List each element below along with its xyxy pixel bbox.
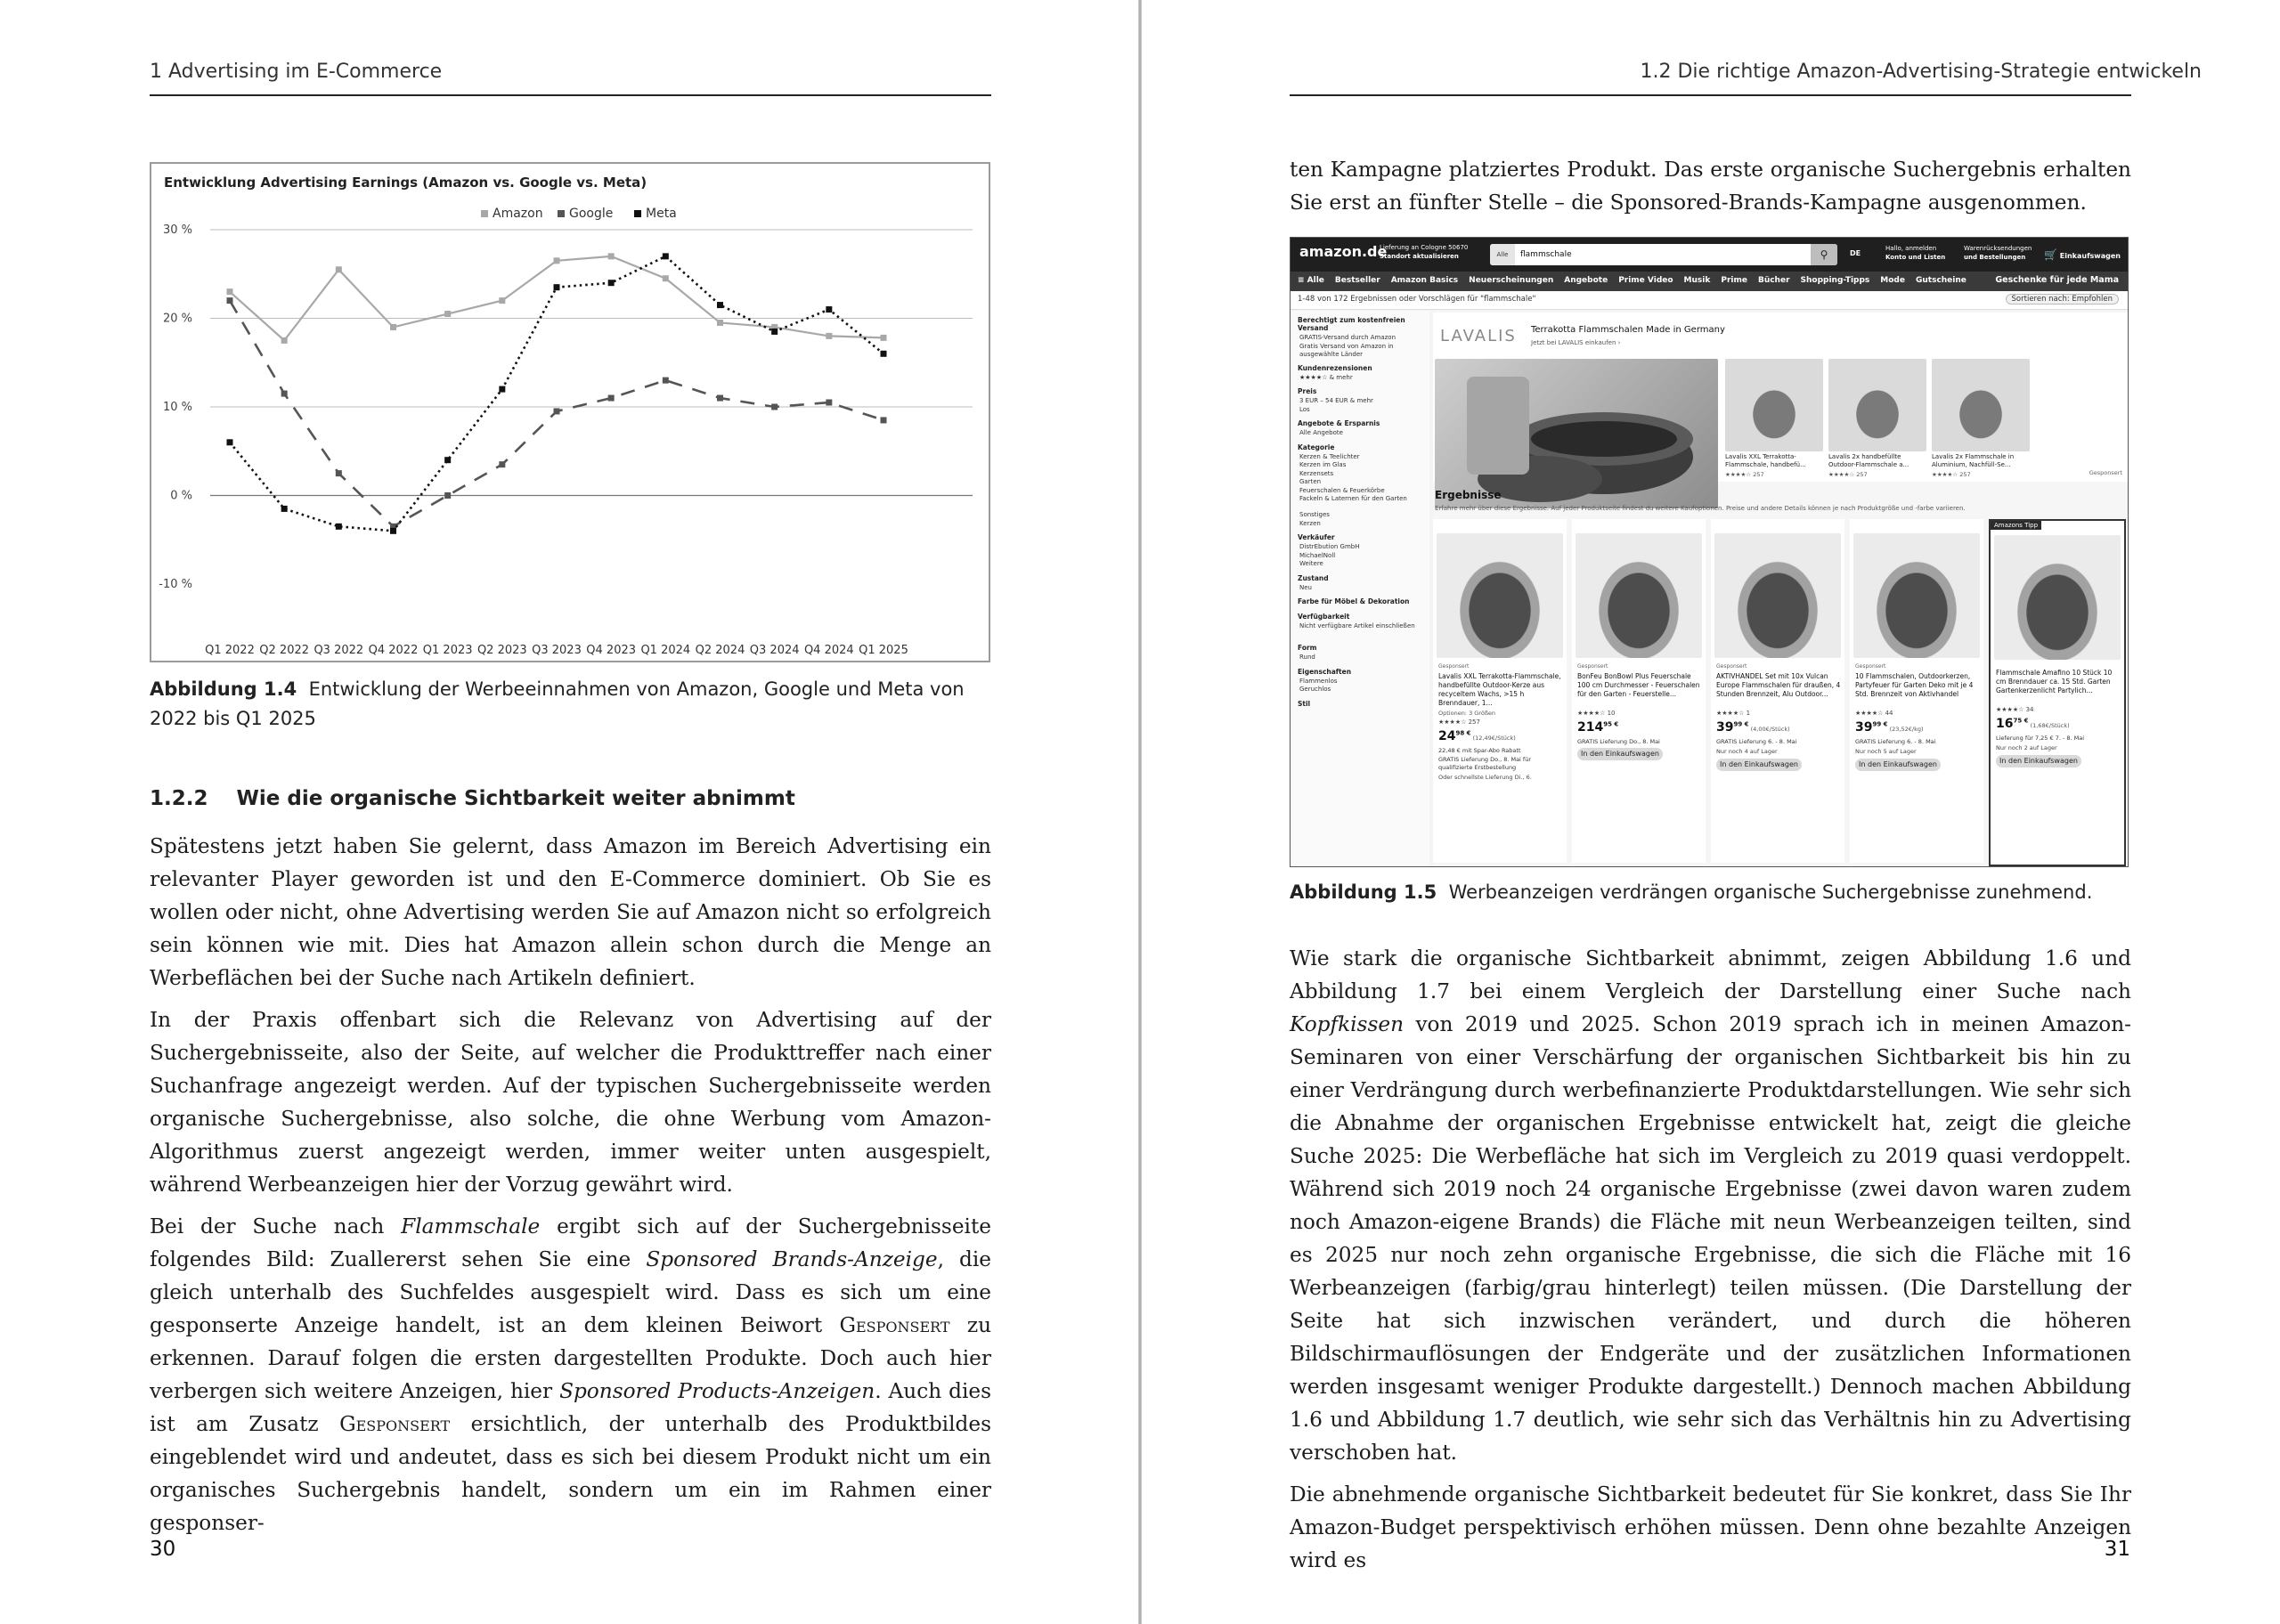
product-image[interactable]	[1437, 533, 1563, 658]
cart-button[interactable]: 🛒 Einkaufswagen	[2044, 248, 2121, 261]
language-selector[interactable]: DE	[1850, 249, 1861, 257]
data-point	[281, 506, 288, 512]
chart-figure	[150, 162, 990, 662]
filter-option[interactable]: Kerzensets	[1299, 469, 1334, 477]
filter-heading: Zustand	[1298, 573, 1329, 582]
filter-heading: Kundenrezensionen	[1298, 363, 1372, 372]
filter-option[interactable]: MichaelNoll	[1299, 551, 1336, 559]
amazon-search-screenshot	[1290, 237, 2129, 867]
data-point	[499, 297, 505, 304]
data-point	[336, 266, 342, 272]
filter-option[interactable]: Alle Angebote	[1299, 429, 1343, 436]
search-icon[interactable]: ⚲	[1811, 244, 1837, 265]
nav-promo[interactable]: Geschenke für jede Mama	[1995, 275, 2119, 285]
x-tick-label: Q3 2024	[749, 644, 800, 657]
delivery-info: Lieferung für 7,25 € 7. - 8. Mai	[1996, 735, 2085, 742]
filter-option[interactable]: Neu	[1299, 583, 1312, 591]
caption-label: Abbildung 1.4	[150, 678, 297, 700]
product-card[interactable]	[1433, 519, 1567, 863]
data-point	[390, 324, 396, 330]
filter-option[interactable]: Los	[1299, 405, 1310, 413]
data-point	[554, 408, 560, 414]
filter-option[interactable]: Weitere	[1299, 560, 1323, 567]
nav-item[interactable]: Angebote	[1564, 276, 1608, 285]
product-title[interactable]: Lavalis XXL Terrakotta-Flammschale, handbefüllte Outdoor-Kerze aus recyceltem Wachs, >15 h Brenndauer, 1...	[1438, 672, 1561, 707]
search-input[interactable]: flammschale	[1520, 250, 1572, 259]
y-tick-label: 10 %	[162, 401, 192, 414]
brand-product-image[interactable]	[1725, 359, 1823, 451]
data-point	[227, 439, 233, 445]
filter-heading: Verkäufer	[1298, 533, 1335, 541]
x-tick-label: Q4 2023	[586, 644, 637, 657]
brand-headline[interactable]: Terrakotta Flammschalen Made in Germany	[1531, 325, 1725, 335]
paragraph: Die abnehmende organische Sichtbarkeit bedeutet für Sie konkret, dass Sie Ihr Amazon-Budget perspektivisch erhöhen müssen. Denn ohne bezahlte Anzeigen wird es	[1290, 1482, 2131, 1572]
spar-abo-info: 22,48 € mit Spar-Abo Rabatt	[1438, 747, 1521, 754]
caption-label: Abbildung 1.5	[1290, 881, 1437, 903]
product-card[interactable]	[1850, 519, 1983, 863]
sort-dropdown[interactable]: Sortieren nach: Empfohlen	[2006, 294, 2119, 304]
product-rating: ★★★★☆ 257	[1438, 719, 1480, 726]
brand-product-title[interactable]: Lavalis 2x handbefüllte Outdoor-Flammschale a...	[1828, 453, 1910, 468]
product-title[interactable]: AKTIVHANDEL Set mit 10x Vulcan Europe Flammschalen für draußen, 4 Stunden Brennzeit, Alu Outdoor...	[1716, 672, 1841, 698]
section-title: Wie die organische Sichtbarkeit weiter abnimmt	[236, 787, 795, 810]
filter-option[interactable]: Kerzen & Teelichter	[1299, 452, 1360, 460]
nav-item[interactable]: Prime Video	[1618, 276, 1673, 285]
cart-icon: 🛒	[2044, 248, 2057, 261]
data-point	[336, 524, 342, 530]
brand-shop-link[interactable]: Jetzt bei LAVALIS einkaufen ›	[1531, 339, 1621, 346]
line-chart	[151, 164, 989, 661]
header-rule-right	[1290, 94, 2131, 96]
filter-option[interactable]: 3 EUR – 54 EUR & mehr	[1299, 397, 1373, 404]
results-subtext: Erfahre mehr über diese Ergebnisse. Auf jeder Produktseite findest du weitere Kaufoptionen. Preise und andere Details können je nach Produktgröße und -farbe variieren.	[1435, 505, 1966, 512]
x-tick-label: Q2 2024	[695, 644, 745, 657]
filter-option[interactable]: Sonstiges	[1299, 511, 1330, 518]
delivery-info: GRATIS Lieferung 6. - 8. Mai	[1855, 738, 1936, 745]
page-number-left: 30	[150, 1538, 176, 1561]
caption-text: Entwicklung der Werbeeinnahmen von Amazon, Google und Meta von 2022 bis Q1 2025	[150, 678, 965, 729]
brand-hero-image[interactable]	[1435, 359, 1718, 508]
product-image[interactable]	[1853, 533, 1980, 658]
paragraph: Spätestens jetzt haben Sie gelernt, dass Amazon im Bereich Advertising ein relevanter Player geworden ist und den E-Commerce dominiert. Ob Sie es wollen oder nicht, ohne Advertising werden Sie auf Amazon nicht so erfolgreich sein können wie mit. Dies hat Amazon allein schon durch die Menge an Werbeflächen bei der Suche nach Artikeln definiert.	[150, 834, 991, 990]
data-point	[227, 297, 233, 304]
data-point	[281, 391, 288, 397]
filter-sidebar	[1291, 311, 1429, 866]
legend-label: Meta	[646, 207, 677, 221]
filter-option[interactable]: Rund	[1299, 654, 1315, 661]
data-point	[608, 280, 615, 286]
x-tick-label: Q4 2022	[368, 644, 419, 657]
filter-option[interactable]: DistrEbution GmbH	[1299, 543, 1360, 550]
x-tick-label: Q4 2024	[803, 644, 854, 657]
sponsored-label: Gesponsert	[1716, 663, 1747, 670]
sponsored-brand-ad[interactable]	[1433, 313, 2128, 482]
data-point	[663, 253, 669, 259]
product-price: $39^{99 €}$ (4,00€/Stück)	[1716, 720, 1790, 735]
legend-swatch	[481, 210, 488, 217]
add-to-cart-button[interactable]: In den Einkaufswagen	[1996, 755, 2081, 767]
right-intro-text: ten Kampagne platziertes Produkt. Das erste organische Suchergebnis erhalten Sie erst an fünfter Stelle – die Sponsored-Brands-Kampagne ausgenommen.	[1290, 158, 2131, 215]
legend-label: Google	[569, 207, 614, 221]
product-price: $24^{98 €}$ (12,49€/Stück)	[1438, 729, 1516, 743]
stock-info: Nur noch 4 auf Lager	[1716, 748, 1778, 755]
product-rating: ★★★★☆ 44	[1855, 710, 1893, 717]
section-heading	[150, 787, 795, 810]
nav-item[interactable]: Musik	[1683, 276, 1711, 285]
x-tick-label: Q3 2022	[314, 644, 364, 657]
filter-heading: Berechtigt zum kostenfreien Versand	[1298, 316, 1405, 332]
chart-series	[227, 253, 887, 533]
y-tick-label: 0 %	[170, 489, 192, 503]
data-point	[281, 337, 288, 344]
filter-option[interactable]: Fackeln & Laternen für den Garten	[1299, 495, 1407, 502]
data-point	[608, 395, 615, 402]
data-point	[499, 386, 505, 393]
legend-label: Amazon	[493, 207, 543, 221]
x-tick-label: Q2 2023	[476, 644, 527, 657]
filter-option[interactable]: Gratis Versand von Amazon in ausgewählte Länder	[1299, 342, 1394, 358]
filter-heading: Verfügbarkeit	[1298, 613, 1350, 621]
results-heading: Ergebnisse	[1435, 489, 1502, 501]
sponsored-label: Gesponsert	[1855, 663, 1886, 670]
nav-item[interactable]: Bücher	[1757, 276, 1790, 285]
add-to-cart-button[interactable]: In den Einkaufswagen	[1716, 759, 1802, 771]
stock-info: Oder schnellste Lieferung Di., 6.	[1438, 774, 1532, 781]
product-price: $214^{95 €}$	[1577, 720, 1619, 735]
product-title[interactable]: BonFeu BonBowl Plus Feuerschale 100 cm Durchmesser - Feuerschalen für den Garten - Feuerstelle...	[1577, 672, 1700, 698]
data-point	[227, 288, 233, 295]
x-tick-label: Q1 2025	[859, 644, 908, 657]
product-rating: ★★★★☆ 1	[1716, 710, 1751, 717]
flame-bowls-image	[1435, 359, 1718, 508]
product-title[interactable]: Flammschale Amafino 10 Stück 10 cm Brenndauer ca. 15 Std. Garten Gartenkerzenlicht Partylich...	[1996, 669, 2113, 694]
nav-item[interactable]: ≡ Alle	[1298, 276, 1324, 285]
data-point	[554, 257, 560, 264]
data-point	[826, 400, 832, 406]
paragraph-kopfkissen: Wie stark die organische Sichtbarkeit abnimmt, zeigen Abbildung 1.6 und Abbildung 1.7 bei einem Vergleich der Darstellung einer Suche nach Kopfkissen von 2019 und 2025. Schon 2019 sprach ich in meinen Amazon-Seminaren von einer Verschärfung der organischen Sichtbarkeit bis hin zu einer Verdrängung durch werbefinanzierte Produktdarstellungen. Wie sehr sich die Abnahme der organischen Ergebnisse entwickelt hat, zeigt die gleiche Suche 2025: Die Werbefläche hat sich im Vergleich zu 2019 quasi verdoppelt. Während sich 2019 noch 24 organische Ergebnisse (zwei davon waren zudem noch Amazon-eigene Brands) die Fläche mit neun Werbeanzeigen teilten, sind es 2025 nur noch zehn organische Ergebnisse, die sich die Fläche mit 16 Werbeanzeigen (farbig/grau hinterlegt) teilen müssen. (Die Darstellung der Seite hat sich inzwischen verändert, und durch die höheren Bildschirmauflösungen der Endgeräte und der zusätzlichen Informationen werden insgesamt weniger Produkte dargestellt.) Dennoch machen Abbildung 1.6 und Abbildung 1.7 deutlich, wie sehr sich das Verhältnis hin zu Advertising verschoben hat.	[1290, 946, 2131, 1465]
x-tick-label: Q1 2024	[640, 644, 691, 657]
header-rule-left	[150, 94, 991, 96]
data-point	[390, 528, 396, 534]
product-price: $39^{99 €}$ (23,52€/kg)	[1855, 720, 1924, 735]
x-tick-label: Q1 2023	[422, 644, 473, 657]
filter-option[interactable]: Feuerschalen & Feuerkörbe	[1299, 486, 1385, 494]
brand-logo[interactable]: LAVALIS	[1440, 327, 1517, 345]
series-line-meta	[230, 256, 884, 531]
delivery-info: GRATIS Lieferung 6. - 8. Mai	[1716, 738, 1797, 745]
brand-product-title[interactable]: Lavalis XXL Terrakotta-Flammschale, handbefü...	[1725, 453, 1806, 468]
y-tick-label: 20 %	[162, 312, 192, 326]
legend-swatch	[634, 210, 641, 217]
delivery-location[interactable]: Lieferung an Cologne 50670 Standort aktualisieren	[1380, 244, 1469, 260]
section-number: 1.2.2	[150, 787, 208, 810]
amazon-topbar	[1291, 238, 2128, 272]
chart-legend	[481, 207, 677, 221]
filter-heading: Eigenschaften	[1298, 667, 1352, 676]
chart-grid	[210, 230, 973, 496]
add-to-cart-button[interactable]: In den Einkaufswagen	[1577, 748, 1663, 760]
filter-option[interactable]: Garten	[1299, 478, 1322, 485]
add-to-cart-button[interactable]: In den Einkaufswagen	[1855, 759, 1941, 771]
results-info-bar	[1291, 291, 2128, 310]
filter-heading: Kategorie	[1298, 443, 1335, 451]
filter-heading: Preis	[1298, 387, 1317, 395]
product-card[interactable]	[1572, 519, 1706, 863]
nav-item[interactable]: Amazon Basics	[1390, 276, 1459, 285]
data-point	[608, 253, 615, 259]
data-point	[771, 404, 778, 410]
legend-swatch	[558, 210, 565, 217]
nav-item[interactable]: Shopping-Tipps	[1800, 276, 1870, 285]
amazon-logo[interactable]: amazon.de	[1299, 243, 1388, 260]
data-point	[554, 284, 560, 290]
amazons-choice-badge: Amazons Tipp	[1991, 521, 2041, 530]
filter-option[interactable]: Geruchlos	[1299, 686, 1331, 693]
filter-option[interactable]: Nicht verfügbare Artikel einschließen	[1299, 622, 1415, 629]
chart-y-ticks	[159, 223, 192, 591]
nav-items	[1298, 276, 1977, 285]
y-tick-label: 30 %	[162, 223, 192, 237]
product-card[interactable]	[1989, 519, 2126, 866]
data-point	[826, 333, 832, 339]
orders-link[interactable]: Warenrücksendungen und Bestellungen	[1964, 245, 2032, 261]
product-rating: ★★★★☆ 10	[1577, 710, 1616, 717]
stock-info: Nur noch 2 auf Lager	[1996, 744, 2057, 751]
product-image[interactable]	[1714, 533, 1841, 658]
left-page	[0, 0, 1138, 1624]
data-point	[717, 302, 723, 308]
chart-title: Entwicklung Advertising Earnings (Amazon vs. Google vs. Meta)	[164, 175, 647, 191]
paragraph-flammschale: Bei der Suche nach Flammschale ergibt sich auf der Suchergebnisseite folgendes Bild: Zuallererst sehen Sie eine Sponsored Brands-Anzeige, die gleich unterhalb des Suchfeldes ausgespielt wird. Dass es sich um eine gesponserte Anzeige handelt, ist an dem kleinen Beiwort Gesponsert zu erkennen. Darauf folgen die ersten dargestellten Produkte. Doch auch hier verbergen sich weitere Anzeigen, hier Sponsored Products-Anzeigen. Auch dies ist am Zusatz Gesponsert ersichtlich, der unterhalb des Produktbildes eingeblendet wird und andeutet, dass es sich bei diesem Produkt nicht um ein organisches Suchergebnis handelt, sondern um ein im Rahmen einer gesponser-	[150, 1214, 991, 1535]
sponsored-label: Gesponsert	[2089, 469, 2122, 476]
product-title[interactable]: 10 Flammschalen, Outdoorkerzen, Partyfeuer für Garten Deko mit je 4 Std. Brennzeit von Aktivhandel	[1855, 672, 1974, 698]
data-point	[717, 320, 723, 326]
results-count: 1-48 von 172 Ergebnissen oder Vorschlägen für "flammschale"	[1298, 295, 1536, 304]
data-point	[499, 461, 505, 467]
brand-product-image[interactable]	[1828, 359, 1926, 451]
data-point	[444, 457, 451, 463]
filter-heading: Stil	[1298, 699, 1311, 708]
paragraph: In der Praxis offenbart sich die Relevanz von Advertising auf der Suchergebnisseite, also der Seite, auf welcher die Produkttreffer nach einer Suchanfrage angezeigt werden. Auf der typischen Suchergebnisseite werden organische Suchergebnisse, also solche, die ohne Werbung vom Amazon-Algorithmus zuerst angezeigt werden, immer weiter unten ausgespielt, während Werbeanzeigen hier der Vorzug gewährt wird.	[150, 1008, 991, 1197]
data-point	[881, 335, 887, 341]
data-point	[717, 395, 723, 402]
search-category-select[interactable]: Alle	[1490, 244, 1515, 265]
search-bar[interactable]	[1490, 244, 1837, 265]
x-tick-label: Q3 2023	[532, 644, 582, 657]
product-image[interactable]	[1994, 535, 2121, 660]
delivery-info: GRATIS Lieferung Do., 8. Mai für qualifizierte Erstbestellung	[1438, 756, 1532, 771]
data-point	[881, 351, 887, 357]
filter-option[interactable]: Kerzen	[1299, 519, 1321, 527]
nav-item[interactable]: Mode	[1880, 276, 1905, 285]
filter-option[interactable]: Flammenlos	[1299, 677, 1338, 685]
chart-x-ticks	[205, 644, 908, 657]
product-image[interactable]	[1576, 533, 1702, 658]
running-head-left: 1 Advertising im E-Commerce	[150, 61, 443, 83]
data-point	[663, 275, 669, 281]
product-card[interactable]	[1711, 519, 1844, 863]
filter-option[interactable]: ★★★★☆ & mehr	[1299, 373, 1353, 381]
amazon-navbar	[1291, 272, 2128, 291]
delivery-info: GRATIS Lieferung Do., 8. Mai	[1577, 738, 1660, 745]
x-tick-label: Q1 2022	[205, 644, 255, 657]
y-tick-label: -10 %	[159, 578, 192, 591]
nav-item[interactable]: Prime	[1721, 276, 1747, 285]
sponsored-label: Gesponsert	[1438, 663, 1470, 670]
data-point	[336, 470, 342, 476]
nav-item[interactable]: Bestseller	[1334, 276, 1380, 285]
figure-caption-1-5	[1290, 878, 2131, 907]
figure-caption-1-4	[150, 675, 991, 734]
product-price: $16^{75 €}$ (1,68€/Stück)	[1996, 717, 2070, 731]
filter-heading: Angebote & Ersparnis	[1298, 419, 1380, 427]
running-head-right: 1.2 Die richtige Amazon-Advertising-Strategie entwickeln	[1640, 61, 2202, 83]
brand-product-title[interactable]: Lavalis 2x Flammschale in Aluminium, Nachfüll-Se...	[1932, 453, 2015, 468]
data-point	[444, 492, 451, 499]
brand-product-rating: ★★★★☆ 257	[1725, 471, 1764, 478]
brand-product-rating: ★★★★☆ 257	[1828, 471, 1868, 478]
right-body-text	[1290, 942, 2131, 1586]
filter-option[interactable]: Kerzen im Glas	[1299, 461, 1347, 468]
stock-info: Nur noch 5 auf Lager	[1855, 748, 1917, 755]
filter-heading: Farbe für Möbel & Dekoration	[1298, 597, 1410, 605]
nav-item[interactable]: Gutscheine	[1915, 276, 1966, 285]
data-point	[881, 417, 887, 423]
data-point	[663, 378, 669, 384]
data-point	[826, 306, 832, 313]
left-body-text	[150, 830, 991, 1548]
caption-text: Werbeanzeigen verdrängen organische Suchergebnisse zunehmend.	[1448, 881, 2093, 903]
x-tick-label: Q2 2022	[259, 644, 310, 657]
brand-product-rating: ★★★★☆ 257	[1932, 471, 1971, 478]
product-rating: ★★★★☆ 34	[1996, 706, 2034, 713]
brand-product-image[interactable]	[1932, 359, 2030, 451]
amazon-results	[1433, 311, 2128, 866]
data-point	[444, 311, 451, 317]
nav-item[interactable]: Neuerscheinungen	[1469, 276, 1554, 285]
page-number-right: 31	[2104, 1538, 2130, 1561]
account-menu[interactable]: Hallo, anmelden Konto und Listen	[1885, 245, 1946, 261]
filter-option[interactable]: GRATIS-Versand durch Amazon	[1299, 334, 1396, 341]
data-point	[771, 329, 778, 335]
product-options[interactable]: Optionen: 3 Größen	[1438, 710, 1496, 717]
sponsored-label: Gesponsert	[1577, 663, 1608, 670]
filter-heading: Form	[1298, 644, 1317, 652]
